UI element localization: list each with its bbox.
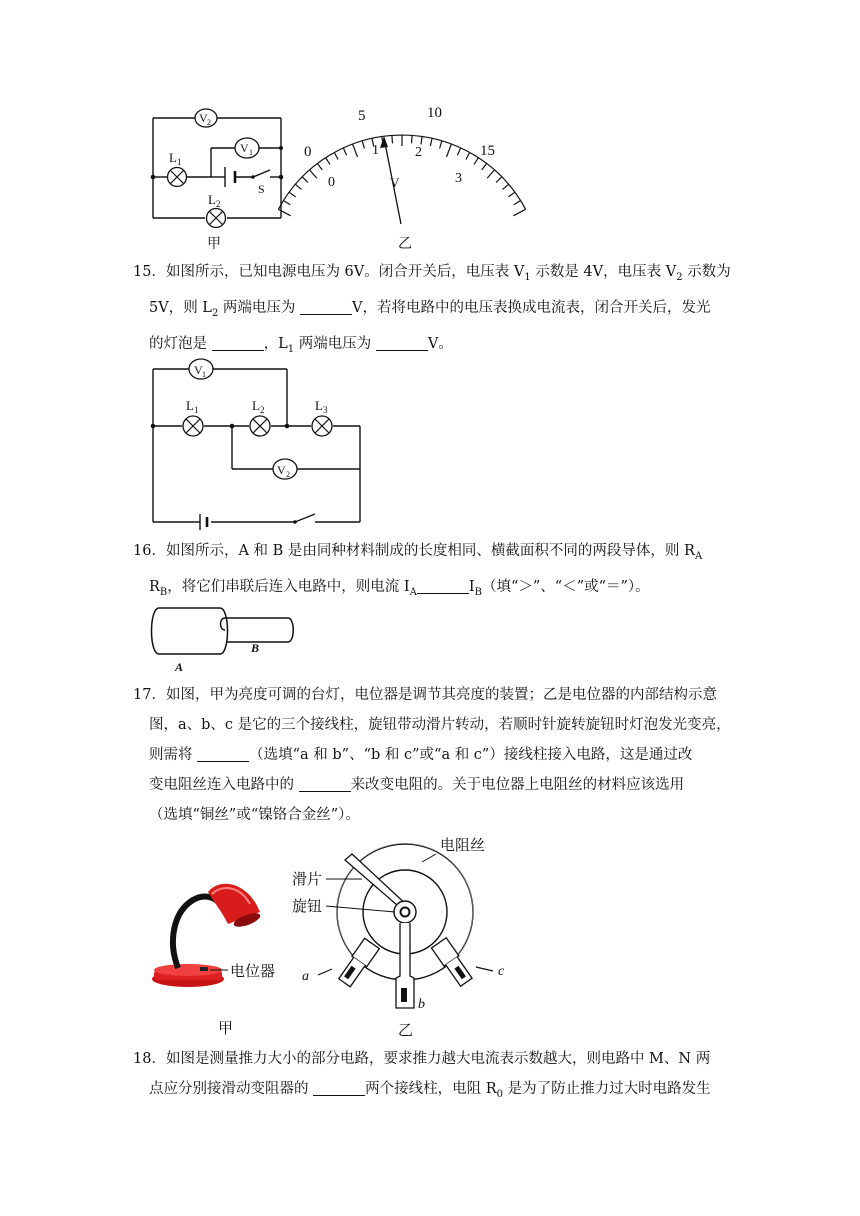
q15-text: V。 bbox=[427, 335, 453, 352]
dial-tick bbox=[412, 135, 413, 143]
question-15 bbox=[133, 257, 733, 365]
dial-outer-0: 0 bbox=[304, 144, 312, 160]
dial-tick bbox=[466, 153, 470, 160]
q15-l2-label: L bbox=[252, 398, 260, 413]
dial-tick bbox=[430, 138, 432, 146]
dial-tick bbox=[326, 158, 330, 165]
q18-line-1: 18．如图是测量推力大小的部分电路，要求推力越大电流表示数越大，则电路中 M、N 两 bbox=[133, 1051, 711, 1067]
q14-l1-label: L bbox=[169, 150, 177, 165]
q15-line-2 bbox=[133, 293, 733, 329]
q15-line-1 bbox=[133, 257, 733, 293]
q14-l2-label: L bbox=[208, 192, 216, 207]
q14-v1-sub: 1 bbox=[249, 148, 253, 157]
dial-outer-15: 15 bbox=[480, 143, 495, 159]
q15-text: V，若将电路中的电压表换成电流表，闭合开关后，发光 bbox=[352, 299, 711, 316]
question-18 bbox=[133, 1044, 733, 1110]
q15-v2-sub: 2 bbox=[286, 470, 290, 479]
q17-terminal-a: a bbox=[302, 969, 309, 984]
q17-potentiometer-label: 电位器 bbox=[230, 962, 276, 980]
q16-sub: A bbox=[694, 550, 703, 562]
q16-text: 16．如图所示，A 和 B 是由同种材料制成的长度相同、横截面积不同的两段导体，则 R bbox=[133, 543, 695, 559]
q14-dial-unit: V bbox=[390, 175, 400, 190]
q14-dial-outer-ticks bbox=[304, 105, 495, 160]
q14-circuit-diagram bbox=[145, 100, 290, 255]
q14-circuit-caption: 甲 bbox=[207, 236, 221, 252]
q17-terminal-c: c bbox=[498, 964, 505, 979]
q17-text: 则需将 bbox=[149, 747, 198, 763]
q17-lamp-figure bbox=[148, 872, 288, 1042]
q17-potentiometer-diagram bbox=[290, 828, 520, 1043]
dial-tick bbox=[447, 144, 452, 157]
q16-sub: B bbox=[159, 586, 168, 598]
q16-text: （填“＞”、“＜”或“＝”）。 bbox=[481, 578, 650, 595]
q15-text: ，L bbox=[263, 335, 288, 352]
q14-l2-sub: 2 bbox=[216, 199, 221, 209]
q14-voltmeter-v1 bbox=[235, 138, 259, 158]
dial-tick bbox=[392, 135, 393, 143]
q14-lamp-l1 bbox=[168, 150, 187, 187]
q16-sub: B bbox=[474, 586, 482, 598]
dial-inner-3: 3 bbox=[455, 171, 462, 186]
q17-slider-label: 滑片 bbox=[292, 870, 323, 888]
q15-text: 两端电压为 bbox=[218, 299, 301, 316]
q15-voltmeter-v2 bbox=[273, 459, 297, 479]
dial-tick bbox=[513, 209, 525, 216]
q15-l3-label: L bbox=[315, 398, 323, 413]
q15-sub: 2 bbox=[211, 307, 219, 319]
q15-answer-blank-1[interactable] bbox=[300, 300, 352, 315]
q17-line-1: 17．如图，甲为亮度可调的台灯，电位器是调节其亮度的装置；乙是电位器的内部结构示意 bbox=[133, 687, 717, 703]
q14-voltmeter-v2 bbox=[195, 109, 217, 127]
q16-sub: A bbox=[409, 586, 417, 598]
q15-lamp-l3 bbox=[312, 398, 332, 436]
dial-tick bbox=[353, 144, 358, 157]
q15-l3-sub: 3 bbox=[323, 405, 328, 415]
q15-circuit-figure bbox=[145, 352, 370, 530]
q17-text: 变电阻丝连入电路中的 bbox=[149, 777, 299, 793]
dial-tick bbox=[496, 177, 502, 183]
q15-lamp-l2 bbox=[250, 398, 270, 436]
dial-outer-10: 10 bbox=[427, 105, 442, 121]
q17-potentiometer-caption: 乙 bbox=[398, 1021, 414, 1039]
q15-l1-label: L bbox=[186, 398, 194, 413]
q15-v1-sub: 1 bbox=[202, 370, 206, 379]
dial-tick bbox=[503, 184, 509, 189]
q16-text: I bbox=[468, 578, 475, 595]
dial-outer-5: 5 bbox=[358, 108, 366, 124]
dial-inner-2: 2 bbox=[415, 145, 422, 160]
dial-tick bbox=[487, 170, 494, 178]
q15-sub: 1 bbox=[524, 271, 531, 283]
q15-v1-label: V bbox=[194, 363, 203, 377]
q17-line-5: （选填“铜丝”或“镍铬合金丝”）。 bbox=[149, 807, 360, 823]
q17-line-4 bbox=[133, 770, 733, 800]
q15-text: 示数为 bbox=[682, 264, 731, 280]
q17-desk-lamp bbox=[148, 872, 288, 1042]
question-16 bbox=[133, 536, 733, 608]
dial-inner-0: 0 bbox=[328, 175, 335, 190]
q18-sub: 0 bbox=[496, 1088, 504, 1100]
q15-v2-label: V bbox=[277, 463, 286, 477]
q17-line-3 bbox=[133, 740, 733, 770]
q16-answer-blank[interactable] bbox=[417, 579, 469, 594]
q17-text: 来改变电阻的。关于电位器上电阻丝的材料应该选用 bbox=[350, 777, 685, 793]
q18-line-2 bbox=[133, 1074, 733, 1110]
q14-v2-sub: 2 bbox=[207, 118, 211, 127]
q17-lamp-caption: 甲 bbox=[218, 1019, 234, 1037]
q15-voltmeter-v1 bbox=[189, 359, 213, 379]
q18-text: 点应分别接滑动变阻器的 bbox=[149, 1081, 314, 1097]
q14-meter-caption: 乙 bbox=[398, 236, 412, 252]
dial-tick bbox=[421, 137, 422, 145]
q16-conductor-drawing bbox=[145, 600, 300, 675]
question-17 bbox=[133, 680, 733, 830]
q15-text: 两端电压为 bbox=[294, 335, 376, 352]
dial-tick bbox=[362, 141, 364, 149]
q15-text: 示数是 4V，电压表 V bbox=[530, 264, 677, 280]
dial-inner-1: 1 bbox=[372, 143, 379, 158]
q15-l2-sub: 2 bbox=[260, 405, 265, 415]
dial-tick bbox=[514, 201, 521, 205]
q14-switch-label: S bbox=[258, 182, 265, 196]
q14-meter-figure bbox=[300, 100, 510, 255]
q15-text: 的灯泡是 bbox=[149, 335, 212, 352]
q14-v2-label: V bbox=[199, 111, 208, 125]
dial-tick bbox=[457, 148, 460, 155]
dial-tick bbox=[295, 184, 301, 189]
q14-voltmeter-dial bbox=[300, 100, 510, 255]
q18-text: 是为了防止推力过大时电路发生 bbox=[503, 1081, 711, 1097]
q18-text: 两个接线柱，电阻 R bbox=[365, 1081, 497, 1097]
q16-text: R bbox=[149, 578, 160, 595]
q17-answer-blank-1[interactable] bbox=[197, 747, 249, 762]
q17-text: （选填“a 和 b”、“b 和 c”或“a 和 c”）接线柱接入电路，这是通过改 bbox=[249, 747, 693, 763]
q16-label-b: B bbox=[251, 641, 260, 655]
dial-tick bbox=[482, 164, 487, 170]
q14-v1-label: V bbox=[240, 141, 249, 155]
q15-sub: 1 bbox=[287, 343, 295, 355]
dial-tick bbox=[508, 192, 515, 197]
dial-tick bbox=[343, 148, 346, 155]
dial-tick bbox=[302, 177, 308, 183]
q14-lamp-l2 bbox=[207, 192, 226, 228]
q17-line-2: 图，a、b、c 是它的三个接线柱，旋钮带动滑片转动，若顺时针旋转旋钮时灯泡发光变亮， bbox=[149, 717, 731, 733]
dial-tick bbox=[474, 158, 478, 165]
q17-resistance-wire-label: 电阻丝 bbox=[440, 836, 486, 854]
q14-l1-sub: 1 bbox=[177, 157, 182, 167]
q17-answer-blank-2[interactable] bbox=[299, 777, 351, 792]
dial-tick bbox=[334, 153, 338, 160]
q15-text: 15．如图所示，已知电源电压为 6V。闭合开关后，电压表 V bbox=[133, 264, 525, 280]
dial-tick bbox=[317, 164, 322, 170]
q15-l1-sub: 1 bbox=[194, 405, 199, 415]
q17-terminal-b: b bbox=[418, 997, 425, 1012]
q15-answer-blank-3[interactable] bbox=[376, 336, 428, 351]
q16-line-1 bbox=[133, 536, 733, 572]
dial-tick bbox=[440, 141, 442, 149]
q16-label-a: A bbox=[175, 660, 184, 674]
q16-conductor-figure bbox=[145, 600, 300, 675]
q18-answer-blank[interactable] bbox=[313, 1081, 365, 1096]
q15-sub: 2 bbox=[676, 271, 683, 283]
q15-answer-blank-2[interactable] bbox=[212, 336, 264, 351]
dial-tick bbox=[289, 192, 296, 197]
q15-text: 5V，则 L bbox=[149, 299, 212, 316]
q16-text: ，将它们串联后连入电路中，则电流 I bbox=[167, 578, 410, 595]
q15-circuit-diagram bbox=[145, 352, 370, 530]
q14-circuit-figure bbox=[145, 100, 290, 255]
q17-knob-label: 旋钮 bbox=[292, 897, 323, 915]
dial-tick bbox=[310, 170, 317, 178]
q17-potentiometer-figure bbox=[290, 828, 520, 1043]
q15-lamp-l1 bbox=[183, 398, 203, 436]
